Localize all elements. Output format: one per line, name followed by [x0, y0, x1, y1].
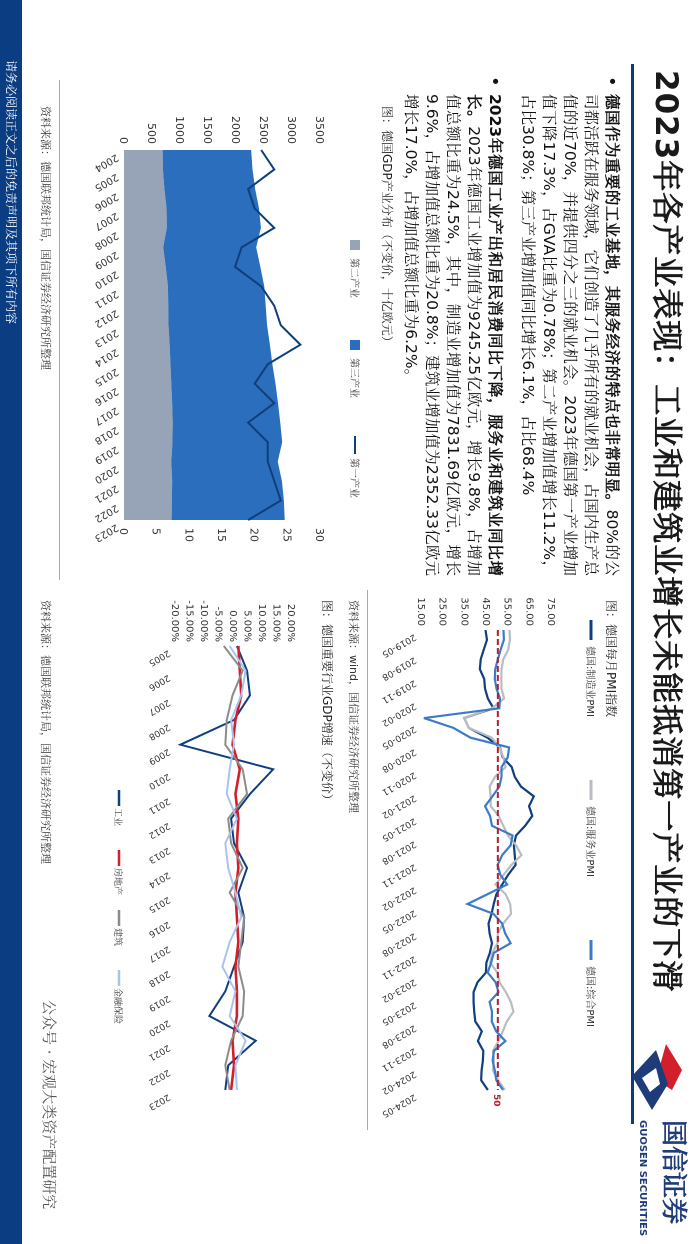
sector-xtick: 2019: [146, 992, 172, 1013]
gdp-legend-swatch: [350, 340, 360, 350]
pmi-ytick: 15.00: [415, 597, 426, 626]
sector-legend-label: 建筑: [112, 928, 122, 947]
pmi-legend-label: 德国:综合PMI: [584, 966, 595, 1027]
disclaimer-text: 请务必阅读正文之后的免责声明及其项下所有内容: [4, 60, 18, 325]
gdp-xtick: 2020: [92, 462, 120, 486]
sector-line: [180, 646, 273, 1090]
gdp-xtick: 2005: [92, 170, 120, 194]
sector-xtick: 2009: [146, 746, 172, 767]
sector-ytick: 0.00%: [227, 610, 238, 642]
pmi-xtick: 2020-08: [379, 746, 418, 774]
gdp-ytick-left: 3000: [285, 116, 298, 144]
pmi-source: 资料来源：wind，国信证券经济研究所整理: [347, 600, 360, 814]
bullet-1-text: 80%的公司都活跃在服务领域，它们创造了几乎所有的就业机会，占国内生产总值的近70%，并提供四分之三的就业机会。2023年德国第一产业增加值下降17.3%，占GVA比重为0.78%；第二产业增加值增长11.2%，占比30.8%；第三产业增加值同比增长6.1%，占比68.4%: [519, 94, 621, 576]
pmi-chart-label: 图：德国每月PMI指数: [604, 600, 618, 718]
pmi-xtick: 2024-05: [379, 1091, 418, 1119]
logo-cn: 国信证券: [658, 1120, 688, 1225]
pmi-xtick: 2023-08: [379, 1022, 418, 1050]
gdp-ytick-left: 1000: [173, 116, 186, 144]
gdp-ytick-right: 25: [280, 528, 294, 542]
pmi-xtick: 2020-11: [379, 769, 418, 797]
sector-xtick: 2023: [146, 1091, 172, 1112]
gdp-ytick-left: 1500: [201, 116, 214, 144]
sector-legend-label: 工业: [112, 808, 122, 827]
pmi-xtick: 2019-08: [379, 654, 418, 682]
bullet-list: [388, 76, 622, 576]
pmi-xtick: 2020-02: [379, 700, 418, 728]
pmi-ytick: 35.00: [458, 597, 470, 626]
pmi-xtick: 2019-05: [379, 631, 418, 659]
sector-xtick: 2021: [146, 1042, 172, 1063]
pmi-xtick: 2021-11: [379, 861, 418, 889]
pmi-legend-label: 德国:服务业PMI: [584, 806, 595, 877]
bullet-2-text: 2023年德国工业增加值为9245.25亿欧元，增长9.8%，占增加值总额比重为24.5%，其中，制造业增加值为7831.69亿欧元，增长9.6%，占增加值总额比重为20.8%；建筑业增加值为2352.33亿欧元增长17.0%，占增加值总额比重为6.2%。: [402, 94, 483, 576]
bullet-1: [517, 76, 622, 576]
pmi-reference-label: 50: [490, 1094, 501, 1107]
gdp-xtick: 2004: [92, 151, 120, 174]
pmi-xtick: 2022-05: [379, 907, 418, 935]
sector-ytick: 20.00%: [285, 603, 296, 642]
pmi-xtick: 2021-02: [379, 792, 418, 820]
pmi-ytick: 55.00: [501, 597, 513, 626]
sector-legend-label: 房地产: [112, 868, 122, 896]
sector-xtick: 2006: [146, 672, 172, 693]
bullet-2-lead: 2023年德国工业产出和居民消费同比下降，服务业和建筑业同比增长。: [465, 94, 504, 576]
gdp-xtick: 2021: [92, 482, 120, 505]
gdp-ytick-left: 3500: [313, 116, 326, 144]
pmi-xtick: 2020-05: [379, 723, 418, 751]
sector-xtick: 2015: [146, 894, 172, 915]
gdp-source: 资料来源：德国联邦统计局，国信证券经济研究所整理: [39, 106, 52, 370]
sector-ytick: -15.00%: [183, 600, 195, 642]
pmi-xtick: 2022-11: [379, 953, 418, 981]
gdp-legend-label: 第一产业: [348, 458, 359, 498]
sector-xtick: 2010: [146, 770, 172, 791]
gdp-xtick: 2014: [92, 346, 120, 369]
gdp-legend-swatch: [350, 240, 360, 250]
pmi-xtick: 2022-08: [379, 930, 418, 958]
gdp-ytick-right: 0: [117, 528, 130, 535]
gdp-ytick-left: 2000: [229, 116, 242, 144]
gdp-source-rule: [59, 80, 60, 580]
sector-source: 资料来源：德国联邦统计局，国信证券经济研究所整理: [39, 600, 52, 864]
gdp-legend-label: 第二产业: [348, 258, 359, 298]
gdp-xtick: 2013: [92, 326, 120, 349]
pmi-ytick: 25.00: [436, 597, 448, 626]
sector-xtick: 2018: [146, 968, 172, 989]
sector-xtick: 2014: [146, 869, 172, 890]
gdp-ytick-right: 20: [247, 528, 261, 542]
sector-ytick: 10.00%: [256, 603, 267, 642]
sector-xtick: 2005: [146, 647, 172, 668]
gdp-xtick: 2017: [92, 404, 120, 427]
logo-en: GUOSEN SECURITIES: [637, 1120, 648, 1237]
sector-xtick: 2020: [146, 1017, 172, 1038]
gdp-xtick: 2023: [92, 521, 120, 544]
pmi-legend-label: 德国:制造业PMI: [584, 646, 595, 717]
gdp-ytick-right: 10: [182, 528, 196, 542]
sector-ytick: -20.00%: [169, 600, 180, 642]
pmi-ytick: 45.00: [480, 597, 491, 626]
pmi-xtick: 2021-08: [379, 838, 418, 866]
gdp-xtick: 2008: [92, 229, 120, 252]
pmi-ytick: 65.00: [523, 597, 535, 626]
sector-chart: [54, 590, 316, 1130]
gdp-legend-label: 第三产业: [348, 358, 359, 398]
sector-xtick: 2016: [146, 918, 172, 939]
pmi-xtick: 2024-02: [379, 1068, 418, 1096]
gdp-xtick: 2019: [92, 443, 120, 466]
pmi-xtick: 2022-02: [379, 884, 418, 912]
sector-chart-label: 图：德国重要行业GDP增速（不变价）: [320, 600, 334, 806]
gdp-ytick-right: 30: [313, 528, 326, 542]
gdp-xtick: 2011: [92, 287, 120, 310]
gdp-xtick: 2016: [92, 385, 120, 408]
gdp-xtick: 2006: [92, 190, 120, 213]
guosen-logo-icon: [628, 1040, 686, 1114]
pmi-xtick: 2021-05: [379, 815, 418, 843]
bullet-1-lead: 德国作为重要的工业基地，其服务经济的特点也非常明显。: [603, 94, 621, 510]
gdp-xtick: 2015: [92, 365, 120, 388]
bullet-2: [400, 76, 505, 576]
sector-xtick: 2012: [146, 820, 172, 841]
sector-xtick: 2011: [146, 795, 172, 816]
gdp-chart-label: 图：德国GDP产业分布（不变价，十亿欧元）: [380, 106, 394, 348]
pmi-xtick: 2023-02: [379, 976, 418, 1004]
pmi-xtick: 2023-11: [379, 1045, 418, 1073]
sector-ytick: 15.00%: [270, 603, 282, 642]
sector-ytick: 5.00%: [241, 610, 253, 642]
page-title: 2023年各产业表现：工业和建筑业增长未能抵消第一产业的下滑: [648, 70, 684, 993]
sector-xtick: 2007: [146, 696, 172, 717]
sector-legend-label: 金融保险: [112, 988, 122, 1025]
gdp-chart: [64, 80, 374, 580]
sector-xtick: 2013: [146, 844, 172, 865]
gdp-xtick: 2018: [92, 424, 120, 447]
pmi-xtick: 2019-11: [379, 677, 418, 705]
pmi-chart: [368, 590, 604, 1130]
pmi-xtick: 2023-05: [379, 999, 418, 1027]
gdp-xtick: 2007: [92, 209, 120, 233]
sector-ytick: -10.00%: [198, 600, 209, 642]
gdp-ytick-right: 15: [215, 528, 228, 542]
pmi-ytick: 75.00: [545, 597, 556, 626]
gdp-area-secondary: [124, 150, 173, 520]
gdp-ytick-left: 500: [145, 123, 158, 144]
title-rule: [631, 64, 634, 1124]
gdp-xtick: 2012: [92, 307, 120, 330]
pmi-source-rule: [367, 590, 368, 1130]
gdp-xtick: 2010: [92, 268, 120, 291]
sector-ytick: -5.00%: [212, 606, 224, 642]
gdp-xtick: 2009: [92, 248, 120, 272]
wechat-watermark: 公众号 · 宏观大类资产配置研究: [40, 1000, 58, 1210]
gdp-ytick-left: 2500: [257, 116, 270, 144]
gdp-ytick-left: 0: [117, 137, 130, 144]
sector-xtick: 2008: [146, 721, 172, 742]
gdp-ytick-right: 5: [149, 528, 163, 535]
sector-xtick: 2022: [146, 1066, 172, 1087]
gdp-area-tertiary: [163, 150, 285, 520]
sector-xtick: 2017: [146, 943, 172, 964]
pmi-line: [424, 630, 513, 1090]
gdp-xtick: 2022: [92, 501, 120, 525]
